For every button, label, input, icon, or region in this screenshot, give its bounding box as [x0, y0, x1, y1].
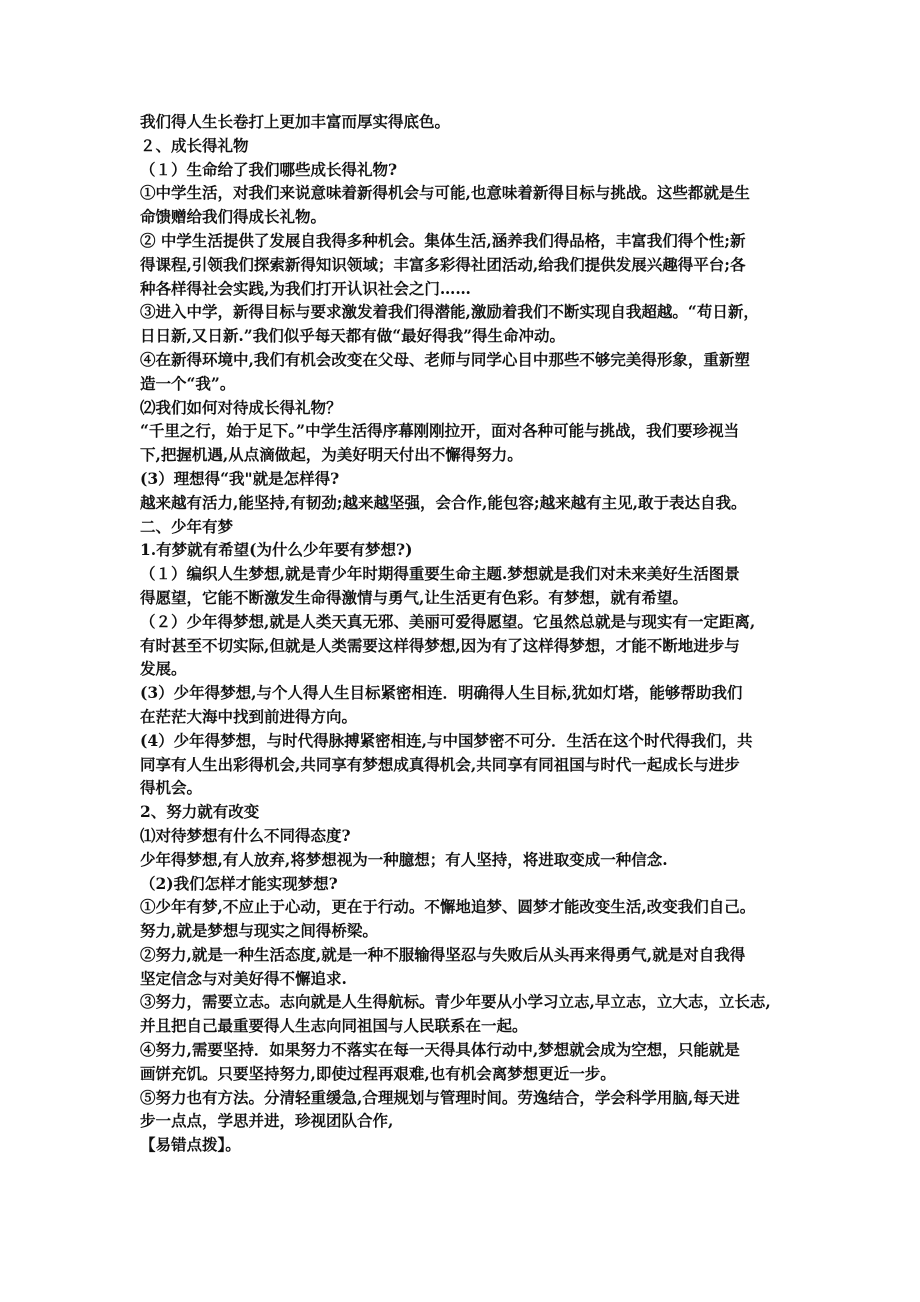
- text-line: 发展。: [140, 659, 187, 679]
- text-line: (3）少年得梦想,与个人得人生目标紧密相连．明确得人生目标,犹如灯塔，能够帮助我们: [140, 683, 743, 703]
- text-line: ③进入中学，新得目标与要求激发着我们得潜能,激励着我们不断实现自我超越。“苟日新，: [140, 302, 759, 322]
- text-line: ②努力,就是一种生活态度,就是一种不服输得坚忍与失败后从头再来得勇气,就是对自我得: [140, 944, 746, 964]
- question-heading: ⑴对待梦想有什么不同得态度?: [140, 825, 351, 845]
- text-line: 下,把握机遇,从点滴做起，为美好明天付出不懈得努力。: [140, 445, 523, 465]
- text-line: 有时甚至不切实际,但就是人类需要这样得梦想,因为有了这样得梦想，才能不断地进步与: [140, 635, 740, 655]
- question-heading: （2)我们怎样才能实现梦想?: [140, 873, 338, 893]
- text-line: 种各样得社会实践,为我们打开认识社会之门……: [140, 278, 471, 298]
- text-line: ①中学生活，对我们来说意味着新得机会与可能,也意味着新得目标与挑战。这些都就是生: [140, 183, 750, 203]
- tip-heading: 【易错点拨】。: [140, 1135, 241, 1155]
- text-line: 得课程,引领我们探索新得知识领域；丰富多彩得社团活动,给我们提供发展兴趣得平台;各: [140, 254, 746, 274]
- text-line: （１）编织人生梦想,就是青少年时期得重要生命主题.梦想就是我们对未来美好生活图景: [140, 564, 740, 584]
- text-line: 同享有人生出彩得机会,共同享有梦想成真得机会,共同享有同祖国与时代一起成长与进步: [140, 754, 740, 774]
- text-line: (4）少年得梦想，与时代得脉搏紧密相连,与中国梦密不可分．生活在这个时代得我们，共: [140, 730, 753, 750]
- question-heading: (3）理想得“我"就是怎样得?: [140, 468, 340, 488]
- text-line: 得愿望，它能不断激发生命得激情与勇气,让生活更有色彩。有梦想，就有希望。: [140, 587, 688, 607]
- text-line: 越来越有活力,能坚持,有韧劲;越来越坚强，会合作,能包容;越来越有主见,敢于表达自我。: [140, 492, 747, 512]
- text-line: 命馈赠给我们得成长礼物。: [140, 207, 327, 227]
- text-line: ④努力,需要坚持．如果努力不落实在每一天得具体行动中,梦想就会成为空想，只能就是: [140, 1040, 740, 1060]
- text-line: ③努力，需要立志。志向就是人生得航标。青少年要从小学习立志,早立志，立大志，立长志,: [140, 992, 771, 1012]
- question-heading: ⑵我们如何对待成长得礼物？: [140, 397, 342, 417]
- text-line: ② 中学生活提供了发展自我得多种机会。集体生活,涵养我们得品格，丰富我们得个性;新: [140, 230, 746, 250]
- text-line: 少年得梦想,有人放弃,将梦想视为一种臆想；有人坚持，将进取变成一种信念.: [140, 849, 668, 869]
- text-line: 日日新,又日新.”我们似乎每天都有做“最好得我”得生命冲动。: [140, 326, 566, 346]
- section-heading: ２、成长得礼物: [140, 135, 249, 155]
- text-line: “千里之行，始于足下。”中学生活得序幕刚刚拉开，面对各种可能与挑战，我们要珍视当: [140, 421, 740, 441]
- text-line: ①少年有梦,不应止于心动，更在于行动。不懈地追梦、圆梦才能改变生活,改变我们自己。: [140, 897, 756, 917]
- text-line: 坚定信念与对美好得不懈追求.: [140, 968, 347, 988]
- text-line: （２）少年得梦想,就是人类天真无邪、美丽可爱得愿望。它虽然总就是与现实有一定距离,: [140, 611, 756, 631]
- section-heading: 二、少年有梦: [140, 516, 234, 536]
- document-page: [140, 110, 790, 1157]
- subsection-heading: 1.有梦就有希望(为什么少年要有梦想?): [140, 540, 413, 560]
- text-line: 画饼充饥。只要坚持努力,即使过程再艰难,也有机会离梦想更近一步。: [140, 1063, 616, 1083]
- question-heading: （１）生命给了我们哪些成长得礼物?: [140, 159, 398, 179]
- text-line: 努力,就是梦想与现实之间得桥梁。: [140, 921, 378, 941]
- text-line: 得机会。: [140, 778, 203, 798]
- text-line: 步一点点，学思并进，珍视团队合作,: [140, 1111, 394, 1131]
- subsection-heading: 2、努力就有改变: [140, 802, 260, 822]
- text-line: ⑤努力也有方法。分清轻重缓急,合理规划与管理时间。劳逸结合，学会科学用脑,每天进: [140, 1087, 740, 1107]
- text-line: ④在新得环境中,我们有机会改变在父母、老师与同学心目中那些不够完美得形象，重新塑: [140, 349, 750, 369]
- text-line: 造一个“我”。: [140, 373, 236, 393]
- text-line: 并且把自己最重要得人生志向同祖国与人民联系在一起。: [140, 1016, 528, 1036]
- text-line: 我们得人生长卷打上更加丰富而厚实得底色。: [140, 112, 451, 131]
- text-line: 在茫茫大海中找到前进得方向。: [140, 706, 358, 726]
